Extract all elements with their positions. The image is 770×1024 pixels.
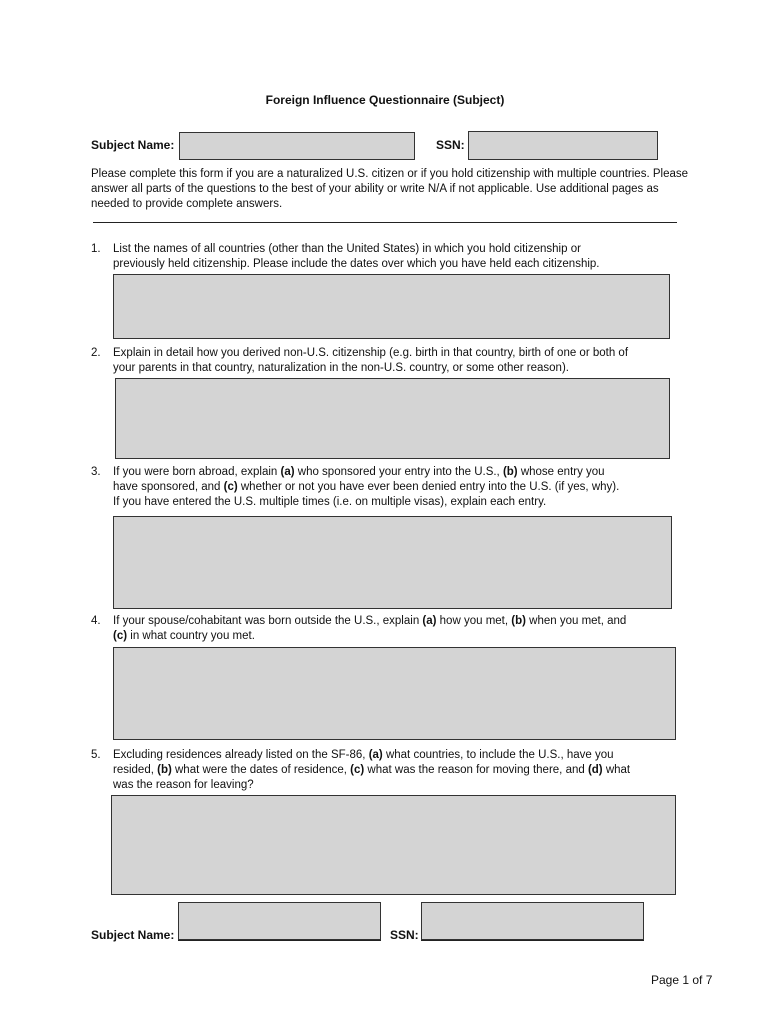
question-5-number: 5.: [91, 749, 101, 761]
question-1-text: [113, 242, 683, 272]
question-5-text: [113, 748, 693, 793]
question-2-line: Explain in detail how you derived non-U.S. citizenship (e.g. birth in that country, birth of one or both of: [113, 347, 629, 359]
subject-name-input[interactable]: [179, 132, 415, 160]
question-3-text: [113, 465, 683, 510]
question-1-line: List the names of all countries (other than the United States) in which you hold citizenship or: [113, 243, 581, 255]
ssn-input[interactable]: [468, 131, 658, 160]
question-3-line: have sponsored, and (c) whether or not you have ever been denied entry into the U.S. (if yes, why).: [113, 481, 620, 493]
footer-ssn-input[interactable]: [421, 902, 644, 940]
footer-subject-name-input[interactable]: [178, 902, 381, 940]
question-4-text: [113, 614, 683, 644]
ssn-underline: [421, 940, 644, 941]
question-3-answer[interactable]: [113, 516, 672, 609]
ssn-label: SSN:: [436, 138, 465, 152]
question-5-line: was the reason for leaving?: [113, 779, 254, 791]
question-3-line: If you were born abroad, explain (a) who sponsored your entry into the U.S., (b) whose entry you: [113, 466, 605, 478]
instructions: Please complete this form if you are a naturalized U.S. citizen or if you hold citizenship with multiple countries. Please answer all parts of the questions to the best of your ability or write N/A if not applicable. Use additional pages as needed to provide complete answers.: [91, 168, 689, 210]
question-3-number: 3.: [91, 466, 101, 478]
footer-ssn-label: SSN:: [390, 928, 419, 942]
page-number: Page 1 of 7: [651, 973, 713, 987]
question-5-line: resided, (b) what were the dates of residence, (c) what was the reason for moving there, and (d) what: [113, 764, 631, 776]
question-4-line: (c) in what country you met.: [113, 630, 255, 642]
subject-name-underline: [178, 940, 381, 941]
question-2-line: your parents in that country, naturalization in the non-U.S. country, or some other reason).: [113, 362, 569, 374]
question-5-line: Excluding residences already listed on the SF-86, (a) what countries, to include the U.S., have you: [113, 749, 614, 761]
question-3-line: If you have entered the U.S. multiple times (i.e. on multiple visas), explain each entry.: [113, 496, 547, 508]
question-4-number: 4.: [91, 615, 101, 627]
question-4-line: If your spouse/cohabitant was born outside the U.S., explain (a) how you met, (b) when you met, and: [113, 615, 627, 627]
question-2-number: 2.: [91, 347, 101, 359]
question-2-answer[interactable]: [115, 378, 670, 459]
question-2-text: [113, 346, 683, 376]
question-4-answer[interactable]: [113, 647, 676, 740]
question-1-line: previously held citizenship. Please include the dates over which you have held each citizenship.: [113, 258, 600, 270]
page-title: Foreign Influence Questionnaire (Subject): [265, 93, 505, 107]
subject-name-label: Subject Name:: [91, 138, 175, 152]
question-1-number: 1.: [91, 243, 101, 255]
question-1-answer[interactable]: [113, 274, 670, 339]
footer-subject-name-label: Subject Name:: [91, 928, 175, 942]
question-5-answer[interactable]: [111, 795, 676, 895]
divider: [93, 222, 677, 223]
